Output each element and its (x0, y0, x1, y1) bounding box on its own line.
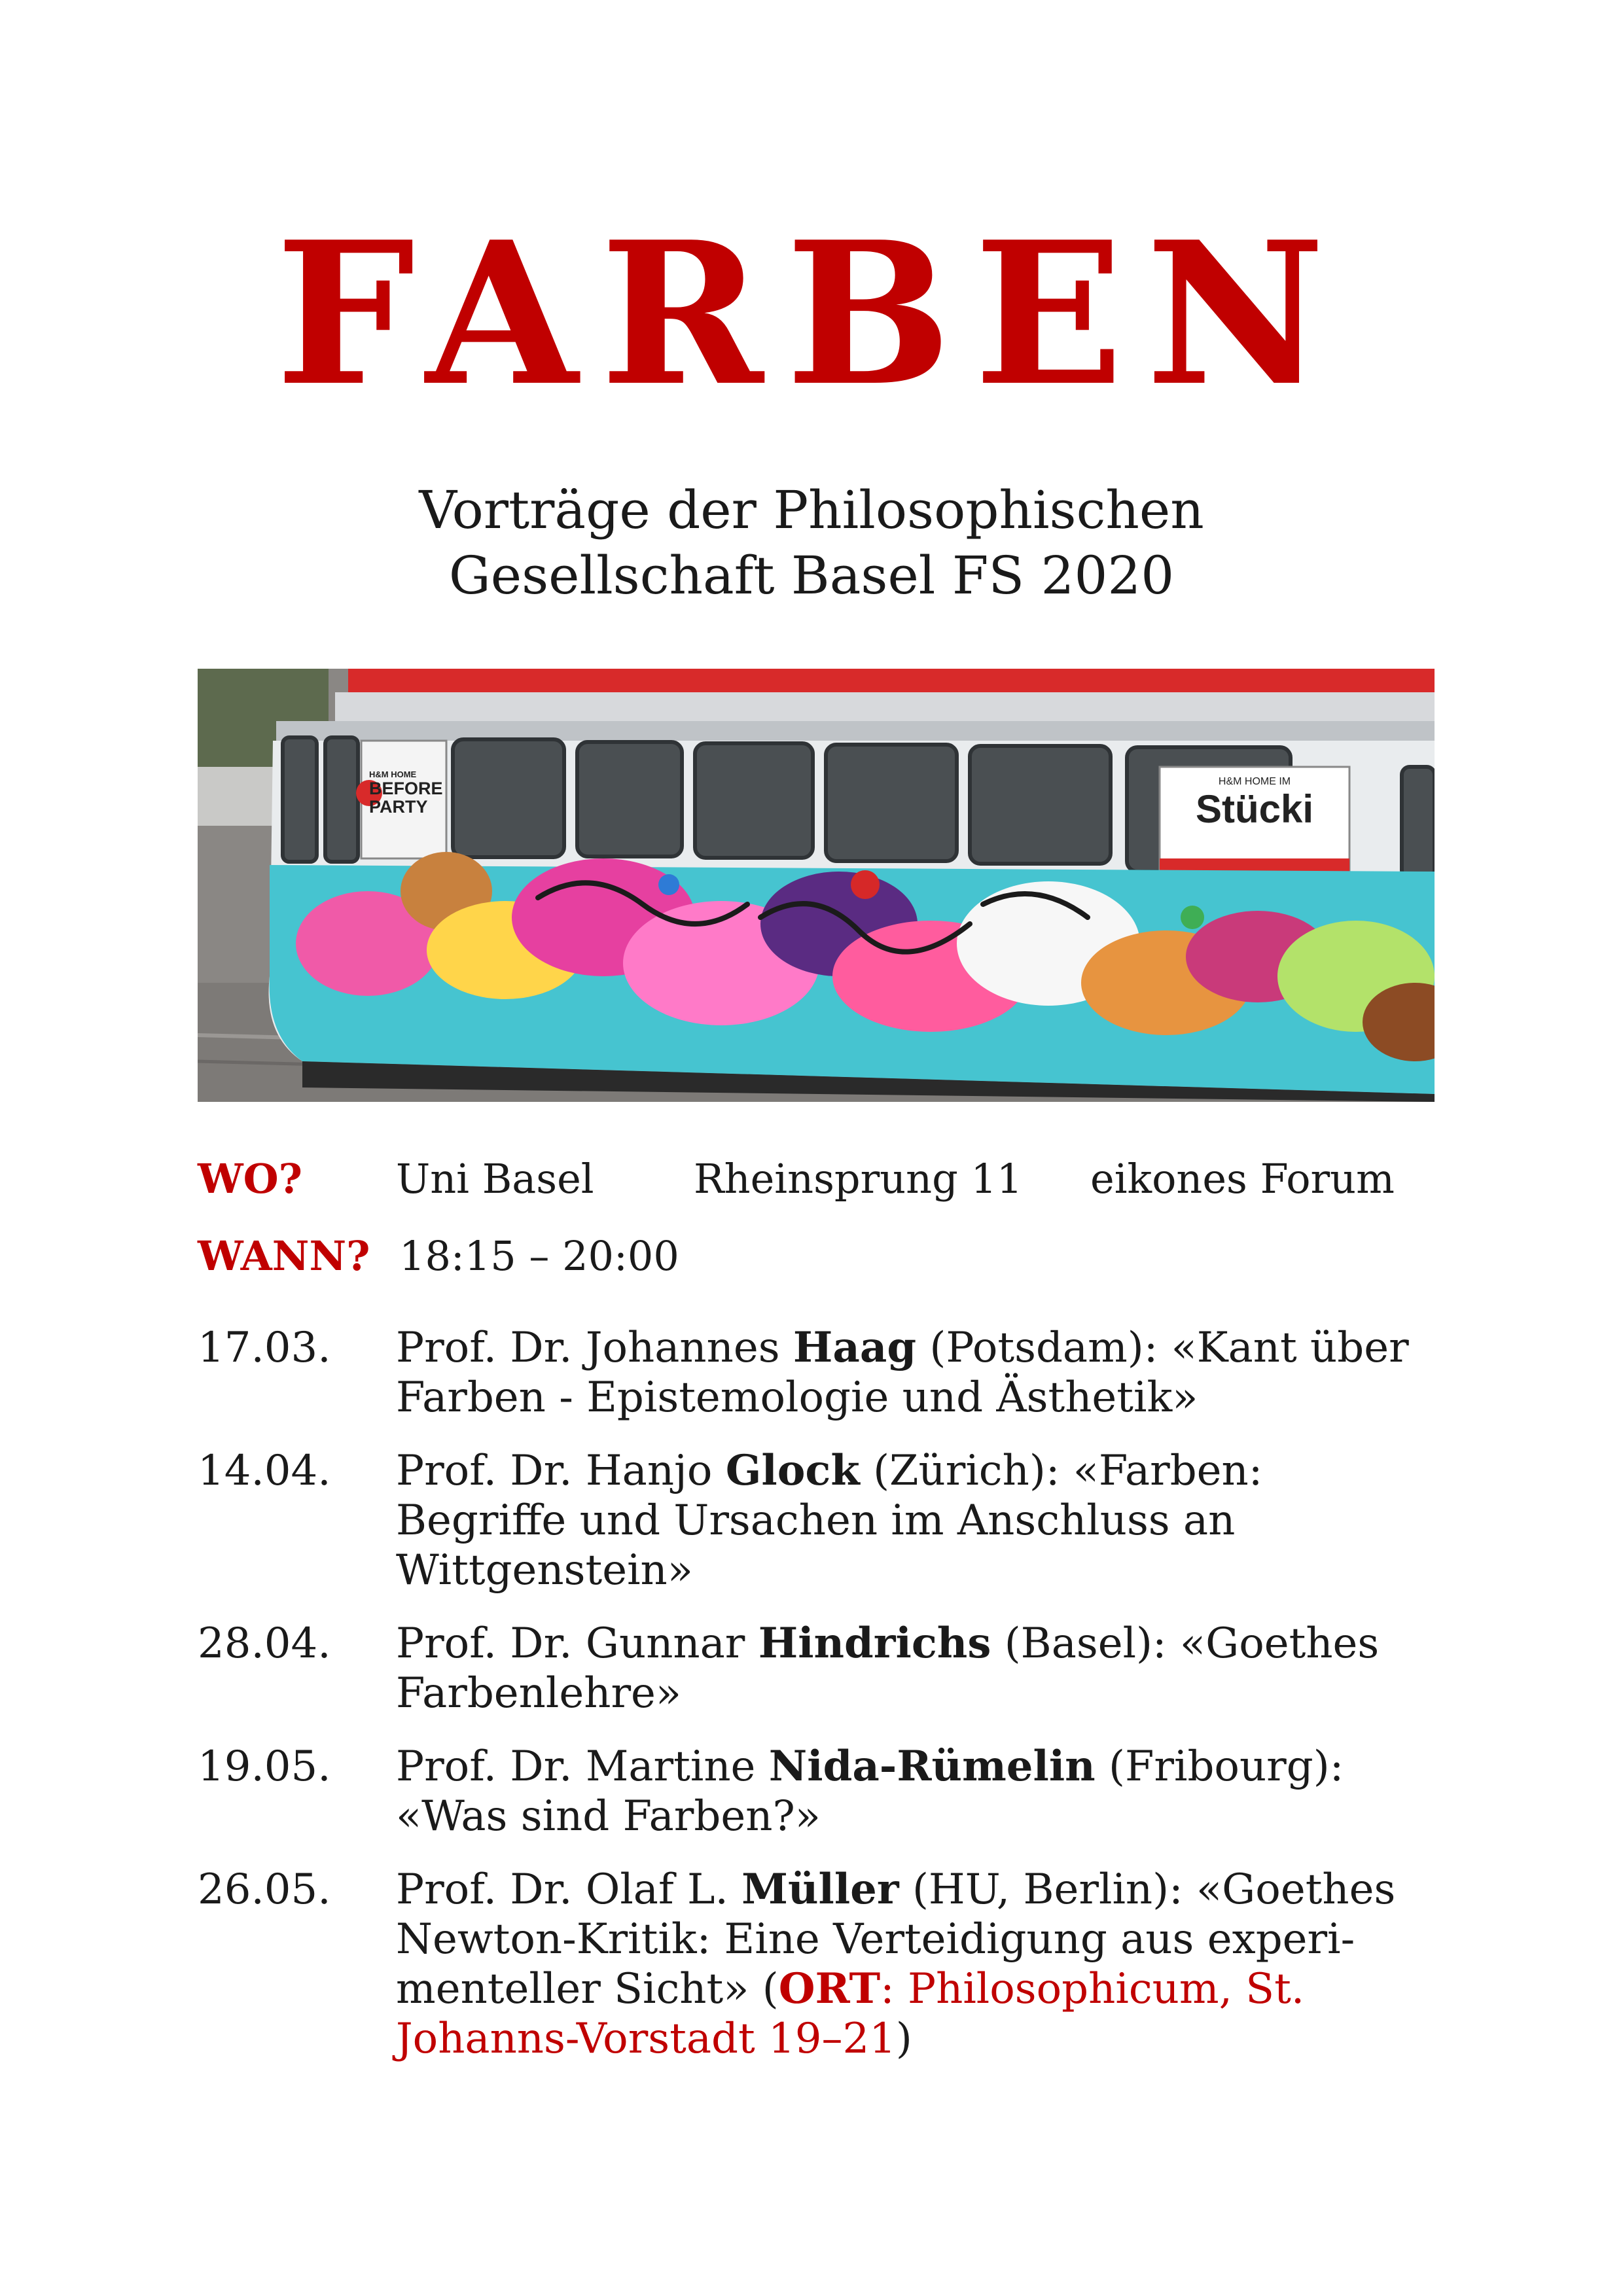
location-room: eikones Forum (1090, 1155, 1395, 1203)
talk-details: (Basel): «Goethes Farbenlehre» (396, 1619, 1380, 1718)
location-street: Rheinsprung 11 (694, 1155, 1023, 1203)
time-label: WANN? (198, 1232, 370, 1280)
talk-details: (HU, Berlin): «Goethes Newton-Kritik: Eine Verteidigung aus experi-menteller Sicht» ( (396, 1865, 1396, 2013)
speaker-prefix: Prof. Dr. Olaf L. (396, 1865, 742, 1914)
tram-photo (198, 669, 1435, 1102)
speaker-surname: Haag (793, 1323, 917, 1372)
event-description (396, 1742, 1443, 1841)
event-date: 14.04. (198, 1447, 331, 1495)
venue-label: ORT (778, 1964, 881, 2013)
talk-details: (Fribourg): «Was sind Farben?» (396, 1742, 1344, 1841)
event-date: 19.05. (198, 1742, 331, 1791)
event-description (396, 1323, 1443, 1422)
speaker-surname: Hindrichs (758, 1619, 991, 1668)
event-date: 28.04. (198, 1619, 331, 1668)
poster-title: FARBEN (276, 198, 1347, 429)
speaker-prefix: Prof. Dr. Martine (396, 1742, 769, 1791)
event-item (198, 1323, 1441, 1422)
tram-ad-left (369, 770, 442, 816)
subtitle-line-2: Gesellschaft Basel FS 2020 (448, 545, 1175, 606)
event-description (396, 1619, 1443, 1718)
ad-left-line-2: BEFORE (369, 778, 443, 798)
speaker-prefix: Prof. Dr. Gunnar (396, 1619, 758, 1668)
ad-right-line-1: H&M HOME IM (1218, 776, 1291, 787)
ad-left-line-1: H&M HOME (369, 769, 417, 779)
location-place: Uni Basel (396, 1155, 594, 1203)
event-description (396, 1446, 1443, 1595)
talk-details: (Potsdam): «Kant über Farben - Epistemologie und Ästhetik» (396, 1324, 1409, 1422)
event-description (396, 1865, 1443, 2064)
event-list (198, 1323, 1441, 2087)
speaker-surname: Glock (725, 1446, 860, 1495)
poster-subtitle (0, 478, 1623, 609)
venue-address: : Philosophicum, St. Johanns-Vorstadt 19–21 (396, 1965, 1305, 2063)
ad-right-line-3: H&M (1238, 839, 1272, 856)
talk-details: (Zürich): «Farben: Begriffe und Ursachen im Anschluss an Wittgenstein» (396, 1447, 1263, 1595)
event-date: 26.05. (198, 1865, 331, 1914)
closing-paren: ) (895, 2015, 912, 2063)
event-date: 17.03. (198, 1324, 331, 1372)
speaker-prefix: Prof. Dr. Hanjo (396, 1447, 726, 1495)
event-item (198, 1619, 1441, 1718)
ad-left-line-3: PARTY (369, 796, 428, 817)
event-item (198, 1742, 1441, 1841)
event-item (198, 1865, 1441, 2064)
speaker-surname: Müller (741, 1865, 899, 1914)
event-item (198, 1446, 1441, 1595)
speaker-prefix: Prof. Dr. Johannes (396, 1324, 793, 1372)
time-value: 18:15 – 20:00 (399, 1232, 679, 1280)
speaker-surname: Nida-Rümelin (768, 1742, 1096, 1791)
ad-right-line-2: Stücki (1195, 786, 1314, 831)
location-label: WO? (198, 1155, 302, 1203)
subtitle-line-1: Vorträge der Philosophischen (419, 480, 1204, 540)
tram-ad-right (1166, 776, 1343, 856)
